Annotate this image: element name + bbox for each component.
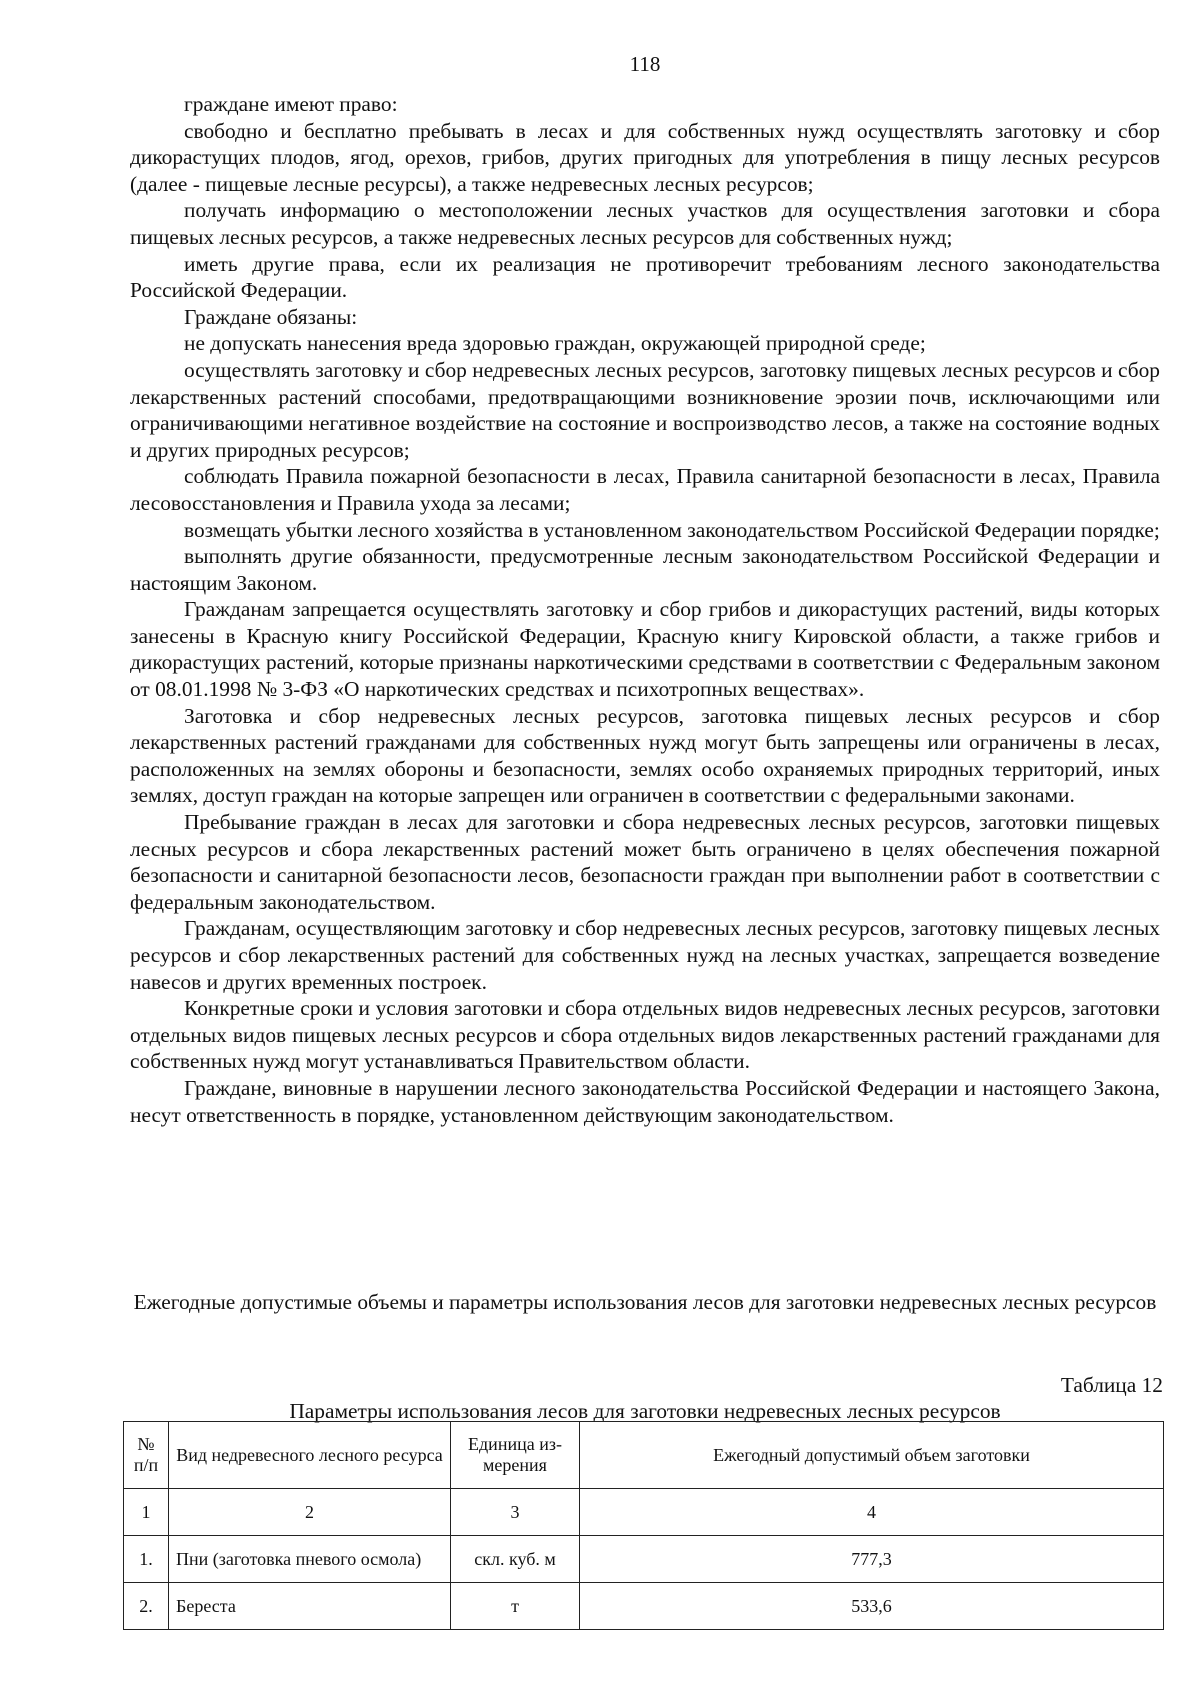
- paragraph: осуществлять заготовку и сбор недревесных лесных ресурсов, заготовку пищевых лесных ресурсов и сбор лекарственных растений способами, предотвращающими возникновение эрозии почв, исключающими или ограничивающими негативное воздействие на состояние и воспроизводство лесов, а также на состояние водных и других природных ресурсов;: [130, 357, 1160, 462]
- paragraph: иметь другие права, если их реализация не противоречит требованиям лесного законодательства Российской Федерации.: [130, 251, 1160, 303]
- index-cell: 4: [580, 1489, 1164, 1536]
- index-cell: 2: [169, 1489, 451, 1536]
- paragraph: Конкретные сроки и условия заготовки и сбора отдельных видов недревесных лесных ресурсов, заготовки отдельных видов пищевых лесных ресурсов и сбора отдельных видов лекарственных растений гражданами для собственных нужд могут устанавливаться Правительством области.: [130, 996, 1160, 1074]
- row-number-cell: 2.: [124, 1583, 169, 1630]
- paragraph: выполнять другие обязанности, предусмотренные лесным законодательством Российской Федерации и настоящим Законом.: [130, 544, 1160, 595]
- header-number: № п/п: [124, 1422, 169, 1489]
- parameters-table: [123, 1421, 1164, 1630]
- paragraph: Заготовка и сбор недревесных лесных ресурсов, заготовка пищевых лесных ресурсов и сбор лекарственных растений гражданами для собственных нужд могут быть запрещены или ограничены в лесах, расположенных на землях обороны и безопасности, землях особо охраняемых природных территорий, иных землях, доступ граждан на которые запрещен или ограничен в соответствии с федеральными законами.: [130, 703, 1160, 808]
- section-title: Ежегодные допустимые объемы и параметры использования лесов для заготовки недревесных лесных ресурсов: [133, 1290, 1157, 1314]
- table-row: [124, 1536, 1164, 1583]
- page-number: 118: [629, 52, 661, 76]
- paragraph: Граждане, виновные в нарушении лесного законодательства Российской Федерации и настоящего Закона, несут ответственность в порядке, установленном действующим законодательством.: [130, 1075, 1160, 1127]
- table-number-label: Таблица 12: [1060, 1373, 1163, 1397]
- paragraph: Гражданам, осуществляющим заготовку и сбор недревесных лесных ресурсов, заготовку пищевых лесных ресурсов и сбор лекарственных растений для собственных нужд на лесных участках, запрещается возведение навесов и других временных построек.: [130, 916, 1160, 994]
- index-cell: 3: [451, 1489, 580, 1536]
- paragraph: соблюдать Правила пожарной безопасности в лесах, Правила санитарной безопасности в лесах, Правила лесовосстановления и Правила ухода за лесами;: [130, 464, 1160, 515]
- volume-cell: 533,6: [580, 1583, 1164, 1630]
- paragraph: получать информацию о местоположении лесных участков для осуществления заготовки и сбора пищевых лесных ресурсов, а также недревесных лесных ресурсов для собственных нужд;: [130, 198, 1160, 249]
- table-row: [124, 1583, 1164, 1630]
- header-annual-volume: Ежегодный допустимый объем заготовки: [580, 1422, 1164, 1489]
- volume-cell: 777,3: [580, 1536, 1164, 1583]
- table-caption: Параметры использования лесов для заготовки недревесных лесных ресурсов: [289, 1399, 1001, 1423]
- body-text: [130, 91, 1160, 1128]
- unit-cell: скл. куб. м: [451, 1536, 580, 1583]
- paragraph: Граждане обязаны:: [184, 304, 358, 329]
- header-unit: Единица измерения: [451, 1422, 580, 1489]
- paragraph: Гражданам запрещается осуществлять заготовку и сбор грибов и дикорастущих растений, виды которых занесены в Красную книгу Российской Федерации, Красную книгу Кировской области, а также грибов и дикорастущих растений, которые признаны наркотическими средствами в соответствии с Федеральным законом от 08.01.1998 № 3-ФЗ «О наркотических средствах и психотропных веществах».: [130, 597, 1160, 702]
- paragraph: возмещать убытки лесного хозяйства в установленном законодательством Российской Федерации порядке;: [184, 517, 1160, 542]
- row-number-cell: 1.: [124, 1536, 169, 1583]
- table-header-row: [124, 1422, 1164, 1489]
- paragraph: не допускать нанесения вреда здоровью граждан, окружающей природной среде;: [184, 331, 926, 356]
- unit-cell: т: [451, 1583, 580, 1630]
- table-index-row: [124, 1489, 1164, 1536]
- index-cell: 1: [124, 1489, 169, 1536]
- header-resource-type: Вид недревесного лесного ресурса: [169, 1422, 451, 1489]
- resource-type-cell: Береста: [169, 1583, 451, 1630]
- paragraph: Пребывание граждан в лесах для заготовки и сбора недревесных лесных ресурсов, заготовки пищевых лесных ресурсов и сбора лекарственных растений может быть ограничено в целях обеспечения пожарной безопасности и санитарной безопасности лесов, безопасности граждан при выполнении работ в соответствии с федеральным законодательством.: [130, 810, 1160, 914]
- paragraph: свободно и бесплатно пребывать в лесах и для собственных нужд осуществлять заготовку и сбор дикорастущих плодов, ягод, орехов, грибов, других пригодных для употребления в пищу лесных ресурсов (далее - пищевые лесные ресурсы), а также недревесных лесных ресурсов;: [130, 118, 1160, 196]
- resource-type-cell: Пни (заготовка пневого осмола): [169, 1536, 451, 1583]
- paragraph: граждане имеют право:: [184, 92, 398, 116]
